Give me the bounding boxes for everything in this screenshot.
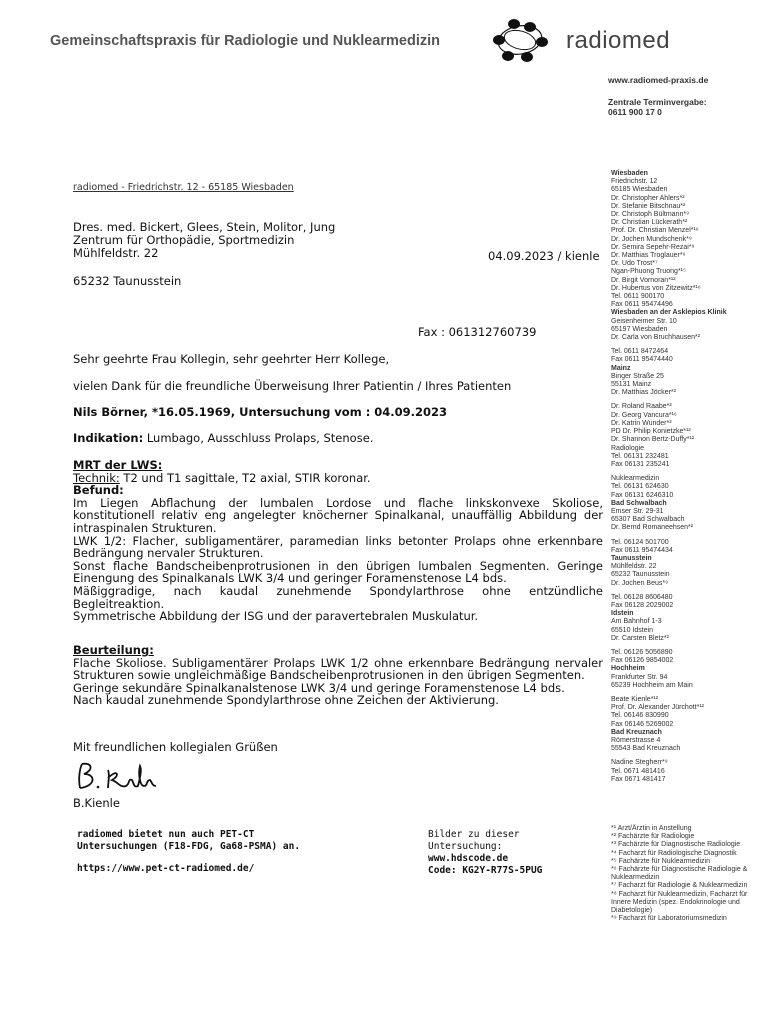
location-line: Dr. Birgit Vornoran*¹² (611, 276, 676, 284)
qualification-note: *⁹ Facharzt für Laboratoriumsmedizin (611, 915, 727, 923)
signer-name: B.Kienle (73, 796, 120, 810)
location-line: Tel. 06126 5056890 (611, 648, 673, 656)
qualification-note: *⁴ Facharzt für Radiologische Diagnostik (611, 849, 737, 857)
location-line: Geisenheimer Str. 10 (611, 317, 677, 325)
beurteilung-paragraph: Nach kaudal zunehmende Spondylarthrose ohne Zeichen der Aktivierung. (73, 693, 499, 708)
location-line: 65307 Bad Schwalbach (611, 516, 685, 524)
location-line: Nuklearmedizin (611, 475, 660, 483)
location-name: Bad Schwalbach (611, 499, 667, 507)
fax-number: Fax : 061312760739 (418, 325, 537, 339)
patient-line: Nils Börner, *16.05.1969, Untersuchung vom : 04.09.2023 (73, 405, 448, 419)
location-line: 65510 Idstein (611, 626, 654, 634)
qualification-note: *⁶ Fachärzte für Diagnostische Radiologie & Nuklearmedizin (611, 866, 748, 882)
locations-sidebar (611, 170, 761, 784)
location-name: Wiesbaden (611, 170, 648, 177)
location-line: 65185 Wiesbaden (611, 186, 668, 194)
brand-wordmark: radiomed (566, 27, 671, 54)
location-line: Emser Str. 29-31 (611, 507, 664, 515)
location-name: Taunusstein (611, 554, 652, 562)
beurteilung-paragraph: Geringe sekundäre Spinalkanalstenose LWK 3/4 und geringe Foramenstenose L4 bds. (73, 680, 565, 695)
location-name: Mainz (611, 364, 631, 372)
location-line: Fax 06131 235241 (611, 460, 670, 468)
location-line: Mühlfeldstr. 22 (611, 563, 657, 571)
location-line: Tel. 0611 8472464 (611, 348, 669, 356)
qualification-note: *² Fachärzte für Radiologie (611, 833, 695, 841)
findings-section (73, 459, 603, 623)
location-line: 65197 Wiesbaden (611, 325, 668, 333)
location-line: Friedrichstr. 12 (611, 178, 658, 186)
location-line: Tel. 06124 501700 (611, 538, 669, 546)
images-line: Untersuchung: (428, 841, 503, 852)
assessment-section (73, 644, 603, 707)
salutation: Sehr geehrte Frau Kollegin, sehr geehrter Herr Kollege, (73, 352, 390, 366)
location-line: Tel. 06146 830990 (611, 712, 669, 720)
location-line: Dr. Hubertus von Zitzewitz*¹⁶ (611, 284, 701, 292)
location-line: Tel. 06131 624630 (611, 483, 669, 491)
befund-paragraph: Symmetrische Abbildung der ISG und der paravertebralen Muskulatur. (73, 609, 479, 624)
befund-paragraph: Im Liegen Abflachung der lumbalen Lordose und flache linkskonvexe Skoliose, konstitutionell relativ eng angelegter knöcherner Spinalkanal, unauffällig Abbildung der intraspinalen Strukturen. (73, 495, 603, 535)
location-line: Dr. Jochen Beus*⁹ (611, 579, 669, 587)
recipient-line: Mühlfeldstr. 22 (73, 246, 159, 260)
beurteilung-paragraph: Flache Skoliose. Subligamentärer Prolaps LWK 1/2 ohne erkennbare Bedrängung nervaler Strukturen sowie ungleichmäßige Bandscheibenprotrusionen in den übrigen Segmenten. (73, 655, 603, 683)
location-line: Dr. Udo Trost*⁷ (611, 260, 658, 268)
location-line: Tel. 06131 232481 (611, 452, 669, 460)
location-line: Dr. Katrin Wunder*² (611, 419, 672, 427)
location-line: 65232 Taunusstein (611, 571, 670, 579)
location-line: Beate Kienle*¹² (611, 695, 659, 703)
technik-line (73, 472, 603, 485)
qualification-note: *⁷ Facharzt für Radiologie & Nuklearmedizin (611, 882, 748, 890)
letter-date: 04.09.2023 / kienle (488, 249, 600, 263)
location-line: Fax 0671 481417 (611, 775, 666, 783)
appointment-label: Zentrale Terminvergabe: (608, 97, 707, 107)
qualification-note: *⁸ Facharzt für Nuklearmedizin, Facharzt für Innere Medizin (spez. Endokrinologie und Diabetologie) (611, 890, 748, 915)
location-line: Römerstrasse 4 (611, 737, 661, 744)
location-line: Binger Straße 25 (611, 372, 664, 380)
location-line: Tel. 0611 900170 (611, 293, 665, 301)
sender-line: radiomed - Friedrichstr. 12 - 65185 Wiesbaden (73, 182, 294, 193)
befund-paragraph: Mäßiggradige, nach kaudal zunehmende Spondylarthrose ohne entzündliche Begleitreaktion. (73, 583, 603, 611)
befund-paragraph: Sonst flache Bandscheibenprotrusionen in den übrigen lumbalen Segmenten. Geringe Einengung des Spinalkanals LWK 3/4 und geringer Foramenstenose L4 bds. (73, 558, 603, 586)
recipient-line: Zentrum für Orthopädie, Sportmedizin (73, 233, 295, 247)
location-name: Idstein (611, 610, 634, 618)
qualification-notes (611, 825, 761, 923)
location-line: Fax 06126 9854002 (611, 657, 674, 665)
website-link[interactable]: www.radiomed-praxis.de (608, 75, 709, 85)
befund-paragraph: LWK 1/2: Flacher, subligamentärer, paramedian links betonter Prolaps ohne erkennbare Bedrängung nervaler Strukturen. (73, 533, 603, 561)
location-line: Dr. Matthias Jöcker*² (611, 389, 676, 397)
closing: Mit freundlichen kollegialen Grüßen (73, 740, 278, 754)
location-line: Dr. Bernd Romaneehsen*² (611, 524, 694, 532)
recipient-address (73, 221, 335, 260)
location-line: Dr. Georg Vancura*¹⁶ (611, 411, 677, 419)
indication-label: Indikation: (73, 431, 144, 445)
technik-label: Technik: (73, 470, 120, 485)
location-line: Dr. Carsten Bletz*² (611, 634, 669, 642)
recipient-line: Dres. med. Bickert, Glees, Stein, Molitor, Jung (73, 220, 336, 234)
location-line: Fax 06131 6246310 (611, 491, 674, 499)
images-code: Code: KG2Y-R77S-5PUG (428, 865, 543, 876)
pet-ct-note (77, 829, 300, 875)
location-line: Tel. 0671 481416 (611, 767, 665, 775)
location-line: 55543 Bad Kreuznach (611, 745, 681, 753)
location-line: Prof. Dr. Alexander Jürchott*¹² (611, 704, 704, 712)
radiomed-logo-icon (490, 18, 550, 62)
location-line: Fax 06146 5269002 (611, 720, 674, 728)
pet-ct-line: Untersuchungen (F18-FDG, Ga68-PSMA) an. (77, 841, 301, 852)
indication-text: Lumbago, Ausschluss Prolaps, Stenose. (143, 431, 374, 445)
location-line: Fax 06128 2029002 (611, 601, 674, 609)
thanks-line: vielen Dank für die freundliche Überweisung Ihrer Patientin / Ihres Patienten (73, 379, 512, 393)
practice-title: Gemeinschaftspraxis für Radiologie und Nuklearmedizin (50, 33, 440, 49)
location-line: Nadine Stegherr*⁹ (611, 759, 668, 767)
befund-label: Befund: (73, 483, 124, 498)
beurteilung-label: Beurteilung: (73, 643, 154, 657)
images-note (428, 829, 542, 877)
location-line: Ngan-Phuong Truong*¹⁵ (611, 268, 686, 276)
location-line: Tel. 06128 8606480 (611, 593, 673, 601)
location-line: Am Bahnhof 1-3 (611, 618, 662, 626)
qualification-note: *⁵ Fachärzte für Nuklearmedizin (611, 857, 710, 865)
location-line: Dr. Shannon Bertz-Duffy*¹² (611, 436, 695, 444)
pet-ct-line: radiomed bietet nun auch PET-CT (77, 829, 255, 840)
location-line: Frankfurter Str. 94 (611, 673, 668, 681)
location-line: Fax 0611 95474496 (611, 301, 673, 309)
images-link[interactable]: www.hdscode.de (428, 853, 509, 864)
location-line: Fax 0611 95474434 (611, 546, 673, 554)
location-name: Hochheim (611, 665, 645, 673)
location-line: 65239 Hochheim am Main (611, 681, 693, 689)
qualification-note: *³ Fachärzte für Diagnostische Radiologie (611, 841, 741, 849)
qualification-note: *¹ Arzt/Ärztin in Anstellung (611, 825, 692, 832)
technik-text: T2 und T1 sagittale, T2 axial, STIR koronar. (119, 470, 371, 485)
appointment-phone: 0611 900 17 0 (608, 107, 662, 117)
location-line: Dr. Semira Sepehr-Rezai*⁹ (611, 243, 695, 251)
location-line: Dr. Carla von Bruchhausen*² (611, 334, 701, 342)
signature-image (74, 760, 174, 794)
location-name: Bad Kreuznach (611, 728, 662, 736)
location-line: Dr. Roland Raabe*² (611, 403, 672, 411)
location-line: Radiologie (611, 444, 645, 452)
location-line: Dr. Matthias Troglauer*⁶ (611, 252, 686, 260)
indication (73, 432, 603, 445)
location-line: Dr. Stefanie Bitschnau*² (611, 202, 686, 210)
location-line: Prof. Dr. Christian Menzel*¹⁶ (611, 227, 699, 235)
location-line: 55131 Mainz (611, 381, 652, 389)
location-line: Dr. Christian Lückerath*² (611, 219, 688, 227)
location-line: Fax 0611 95474440 (611, 356, 673, 364)
recipient-city: 65232 Taunusstein (73, 274, 182, 288)
pet-ct-link[interactable]: https://www.pet-ct-radiomed.de/ (77, 863, 255, 874)
images-line: Bilder zu dieser (428, 829, 520, 840)
mrt-title: MRT der LWS: (73, 458, 163, 472)
location-line: Dr. Christoph Bültmann*⁹ (611, 211, 690, 219)
location-line: Dr. Christopher Ahlers*² (611, 194, 685, 202)
location-line: PD Dr. Philip Konietzke*¹² (611, 428, 691, 436)
location-line: Dr. Jochen Mundschenk*⁹ (611, 235, 692, 243)
location-name: Wiesbaden an der Asklepios Klinik (611, 309, 727, 317)
